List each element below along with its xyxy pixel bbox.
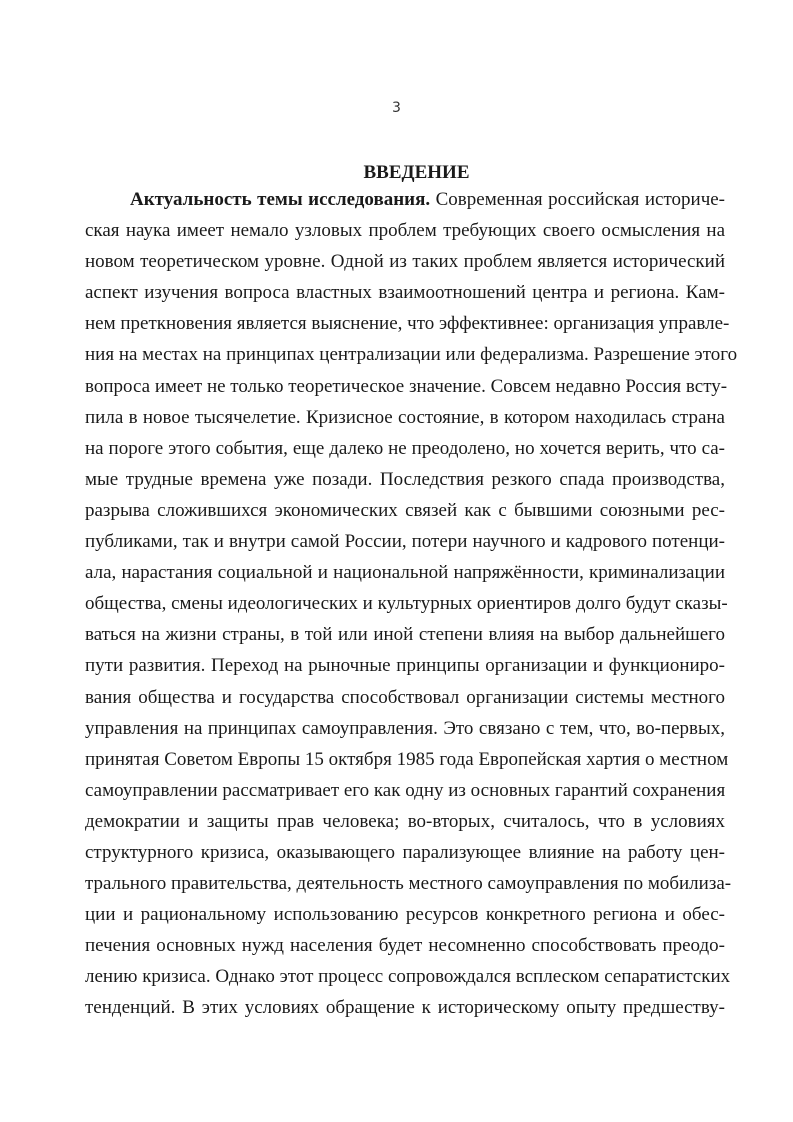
body-text: [85, 184, 738, 1024]
text-line: ала, нарастания социальной и национальной напряжённости, криминализации: [85, 562, 725, 584]
text-line: пила в новое тысячелетие. Кризисное состояние, в котором находилась страна: [85, 406, 725, 428]
text-line: управления на принципах самоуправления. Это связано с тем, что, во-первых,: [85, 717, 725, 739]
text-line: на пороге этого события, еще далеко не преодолено, но хочется верить, что са-: [85, 437, 725, 459]
text-line: новом теоретическом уровне. Одной из таких проблем является исторический: [85, 251, 725, 273]
section-heading: ВВЕДЕНИЕ: [363, 162, 470, 183]
text-line: структурного кризиса, оказывающего парализующее влияние на работу цен-: [85, 841, 725, 863]
text-line: аспект изучения вопроса властных взаимоотношений центра и региона. Кам-: [85, 282, 725, 304]
text-line: демократии и защиты прав человека; во-вторых, считалось, что в условиях: [85, 810, 725, 832]
text-line: тенденций. В этих условиях обращение к историческому опыту предшеству-: [85, 997, 725, 1019]
text-line: ваться на жизни страны, в той или иной степени влияя на выбор дальнейшего: [85, 624, 725, 646]
text-line: пути развития. Переход на рыночные принципы организации и функциониро-: [85, 655, 725, 677]
page-number: 3: [392, 100, 401, 116]
text-line: самоуправлении рассматривает его как одну из основных гарантий сохранения: [85, 779, 726, 801]
text-line: вопроса имеет не только теоретическое значение. Совсем недавно Россия всту-: [85, 375, 728, 397]
text-line: мые трудные времена уже позади. Последствия резкого спада производства,: [85, 468, 725, 490]
lead-phrase: Актуальность темы исследования.: [130, 189, 431, 210]
text-line: печения основных нужд населения будет несомненно способствовать преодо-: [85, 935, 725, 957]
text-line: ния на местах на принципах централизации или федерализма. Разрешение этого: [85, 344, 738, 366]
text-line: общества, смены идеологических и культурных ориентиров долго будут сказы-: [85, 593, 728, 615]
text-line: принятая Советом Европы 15 октября 1985 года Европейская хартия о местном: [85, 748, 729, 770]
text-line: лению кризиса. Однако этот процесс сопровождался всплеском сепаратистских: [85, 966, 731, 988]
text-line: трального правительства, деятельность местного самоуправления по мобилиза-: [85, 873, 732, 895]
text-line: ции и рациональному использованию ресурсов конкретного региона и обес-: [85, 904, 725, 926]
text-line: публиками, так и внутри самой России, потери научного и кадрового потенци-: [85, 531, 725, 553]
text-line: разрыва сложившихся экономических связей как с бывшими союзными рес-: [85, 499, 725, 521]
text-line: [85, 184, 725, 215]
line-text: Современная российская историче-: [430, 189, 726, 210]
text-line: нем преткновения является выяснение, что эффективнее: организация управле-: [85, 313, 730, 335]
text-line: вания общества и государства способствовал организации системы местного: [85, 686, 725, 708]
text-line: ская наука имеет немало узловых проблем требующих своего осмысления на: [85, 220, 725, 242]
